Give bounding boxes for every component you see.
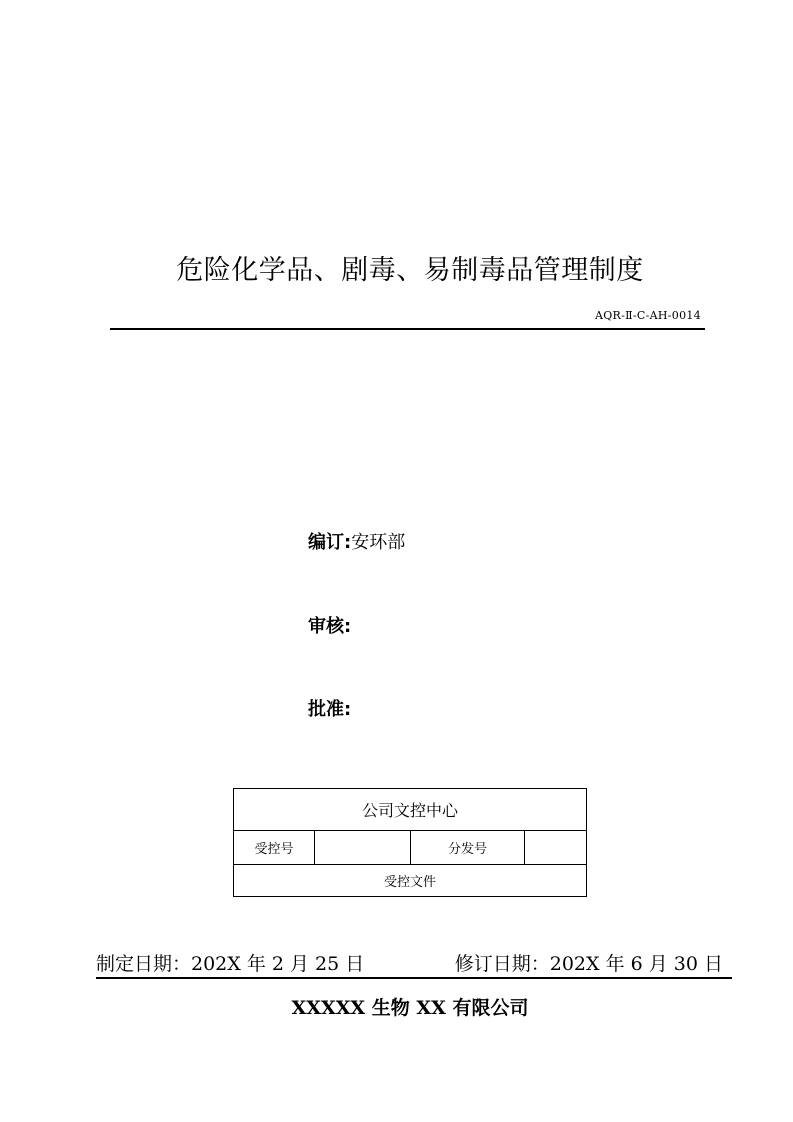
controlled-no-value [315, 831, 411, 865]
document-title: 危险化学品、剧毒、易制毒品管理制度 [176, 255, 644, 286]
controlled-no-label: 受控号 [234, 831, 315, 865]
established-date: 制定日期：202X 年 2 月 25 日 [96, 953, 365, 975]
edit-value: 安环部 [351, 532, 406, 553]
revised-date: 修订日期：202X 年 6 月 30 日 [454, 953, 723, 975]
header-divider [110, 328, 705, 330]
approve-label: 批准: [308, 699, 352, 720]
document-control-table [233, 788, 587, 897]
document-number: AQR-Ⅱ-C-AH-0014 [594, 309, 701, 322]
controlled-document-footer: 受控文件 [234, 865, 587, 897]
review-label: 审核: [308, 616, 352, 637]
company-name: XXXXX 生物 XX 有限公司 [291, 997, 529, 1019]
edit-row [308, 528, 405, 554]
distribution-no-value [525, 831, 587, 865]
control-center-header: 公司文控中心 [234, 789, 587, 831]
review-row [308, 612, 351, 638]
distribution-no-label: 分发号 [411, 831, 525, 865]
approve-row [308, 695, 351, 721]
footer-divider [96, 977, 732, 979]
edit-label: 编订: [308, 532, 352, 553]
